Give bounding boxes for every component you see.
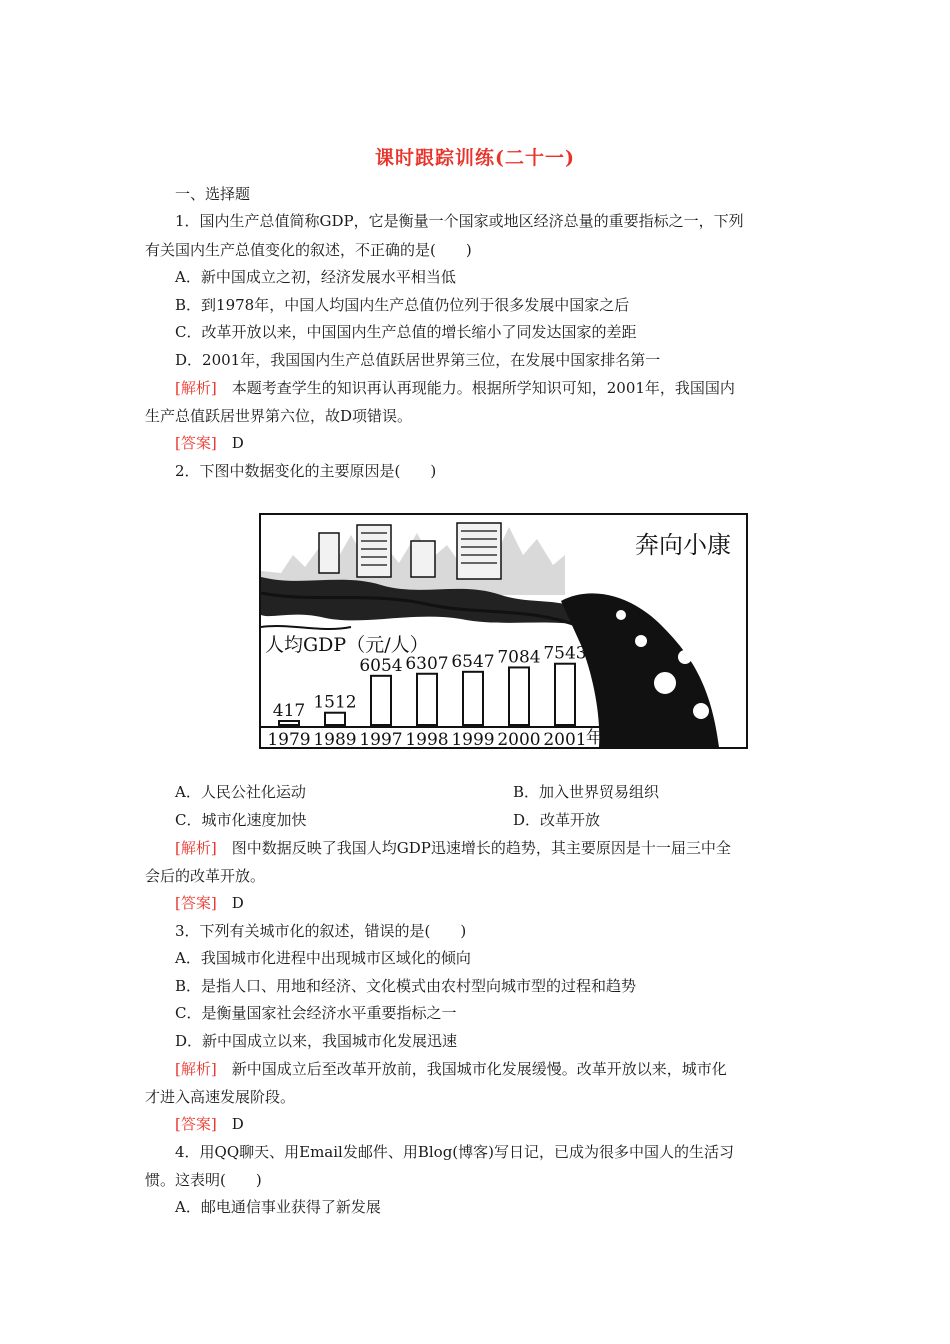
q4-stem-line1: 4．用QQ聊天、用Email发邮件、用Blog(博客)写日记，已成为很多中国人的生活习 [175, 1143, 735, 1161]
q3-option-b: B．是指人口、用地和经济、文化模式由农村型向城市型的过程和趋势 [175, 977, 637, 995]
q2-analysis-line2: 会后的改革开放。 [145, 867, 266, 885]
bar-value-label: 6054 [359, 655, 403, 676]
bar-value-label: 7543 [543, 643, 587, 664]
bar-value-label: 6307 [405, 653, 449, 674]
gdp-figure [259, 513, 748, 749]
q1-analysis-line2: 生产总值跃居世界第六位，故D项错误。 [145, 407, 413, 425]
bar-2000 [509, 667, 529, 725]
answer-label: [答案] [175, 1115, 217, 1133]
q1-option-d: D．2001年，我国国内生产总值跃居世界第三位，在发展中国家排名第一 [175, 351, 661, 369]
analysis-label: [解析] [175, 379, 217, 397]
q3-option-d: D．新中国成立以来，我国城市化发展迅速 [175, 1032, 458, 1050]
q1-option-a: A．新中国成立之初，经济发展水平相当低 [175, 268, 456, 286]
x-tick-label: 2000 [497, 730, 541, 747]
q3-analysis-text: 新中国成立后至改革开放前，我国城市化发展缓慢。改革开放以来，城市化 [231, 1060, 727, 1078]
bar-value-label: 417 [272, 701, 306, 721]
page-title: 课时跟踪训练(二十一) [375, 147, 575, 169]
x-tick-label: 1989 [313, 730, 357, 747]
bar-2001 [555, 664, 575, 725]
q1-option-c: C．改革开放以来，中国国内生产总值的增长缩小了同发达国家的差距 [175, 323, 637, 341]
bar-1999 [463, 672, 483, 725]
q3-analysis-line2: 才进入高速发展阶段。 [145, 1088, 296, 1106]
answer-label: [答案] [175, 434, 217, 452]
answer-label: [答案] [175, 894, 217, 912]
chart-tick-labels [267, 727, 603, 747]
q3-answer-value: D [231, 1115, 244, 1133]
bar-value-label: 1512 [313, 692, 357, 713]
x-tick-label: 1979 [267, 730, 311, 747]
q2-stem: 2．下图中数据变化的主要原因是( ) [175, 462, 437, 480]
q1-option-b: B．到1978年，中国人均国内生产总值仍位列于很多发展中国家之后 [175, 296, 630, 314]
analysis-label: [解析] [175, 839, 217, 857]
q3-answer [175, 1114, 244, 1134]
q3-stem: 3．下列有关城市化的叙述，错误的是( ) [175, 922, 467, 940]
q1-stem-line1: 1．国内生产总值简称GDP，它是衡量一个国家或地区经济总量的重要指标之一，下列 [175, 212, 744, 230]
x-tick-label: 1999 [451, 730, 495, 747]
q1-answer-value: D [231, 434, 244, 452]
q2-option-b: B．加入世界贸易组织 [513, 783, 660, 801]
bar-1997 [371, 676, 391, 725]
q3-option-a: A．我国城市化进程中出现城市区域化的倾向 [175, 949, 471, 967]
x-tick-label: 1997 [359, 730, 403, 747]
bar-1998 [417, 674, 437, 725]
x-unit-label: 年 [586, 728, 603, 747]
bar-1979 [279, 721, 299, 725]
bar-1989 [325, 713, 345, 725]
analysis-label: [解析] [175, 1060, 217, 1078]
chart-title: 奔向小康 [635, 531, 731, 559]
q3-analysis [175, 1059, 727, 1079]
q1-analysis-text: 本题考查学生的知识再认再现能力。根据所学知识可知，2001年，我国国内 [231, 379, 735, 397]
x-tick-label: 2001 [543, 730, 587, 747]
q4-stem-line2: 惯。这表明( ) [145, 1171, 262, 1189]
bar-value-label: 6547 [451, 651, 495, 672]
gdp-bar-chart [261, 515, 746, 747]
q1-analysis [175, 378, 735, 398]
q2-answer-value: D [231, 894, 244, 912]
q1-stem-line2: 有关国内生产总值变化的叙述，不正确的是( ) [145, 241, 472, 259]
q2-option-c: C．城市化速度加快 [175, 811, 307, 829]
q2-answer [175, 893, 244, 913]
q4-option-a: A．邮电通信事业获得了新发展 [175, 1198, 381, 1216]
q1-answer [175, 433, 244, 453]
section-heading: 一、选择题 [175, 185, 251, 203]
q3-option-c: C．是衡量国家社会经济水平重要指标之一 [175, 1004, 457, 1022]
q2-option-d: D．改革开放 [513, 811, 601, 829]
q2-analysis [175, 838, 731, 858]
bar-value-label: 7084 [497, 647, 541, 668]
x-tick-label: 1998 [405, 730, 449, 747]
q2-option-a: A．人民公社化运动 [175, 783, 306, 801]
q2-analysis-text: 图中数据反映了我国人均GDP迅速增长的趋势，其主要原因是十一届三中全 [231, 839, 731, 857]
chart-ylabel: 人均GDP（元/人） [265, 634, 429, 656]
